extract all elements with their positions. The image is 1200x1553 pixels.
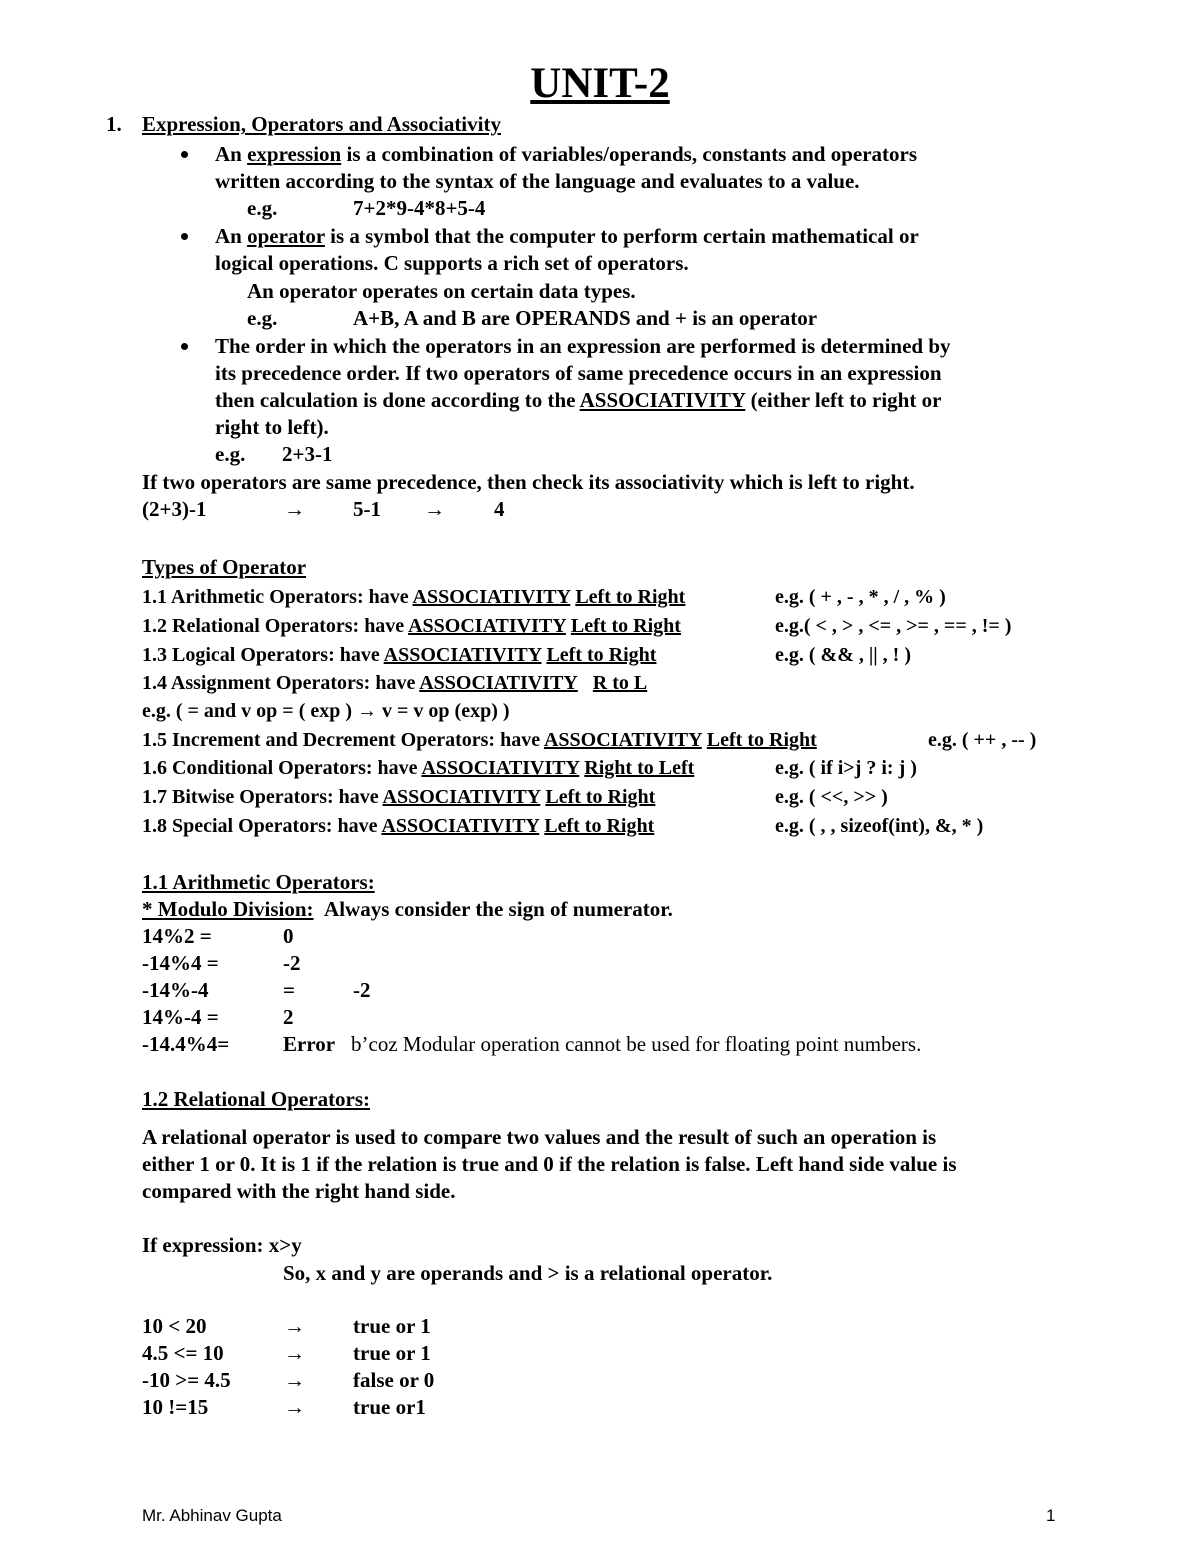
modulo-result-value: -2 (353, 978, 371, 1002)
bullet-3-line-1: The order in which the operators in an expression are performed is determined by (215, 334, 951, 358)
relational-example-expr: -10 >= 4.5 (142, 1368, 231, 1392)
relational-example-result: true or 1 (353, 1314, 431, 1338)
page-title: UNIT-2 (530, 60, 670, 107)
associativity-note: If two operators are same precedence, then check its associativity which is left to right. (142, 470, 915, 494)
if-expression: If expression: x>y (142, 1233, 302, 1257)
relational-example-result: true or1 (353, 1395, 426, 1419)
bullet-icon (181, 233, 188, 240)
relational-paragraph-line: A relational operator is used to compare two values and the result of such an operation is (142, 1125, 937, 1149)
type-row-example: e.g. ( , , sizeof(int), &, * ) (775, 815, 984, 837)
type-row-example: e.g.( < , > , <= , >= , == , != ) (775, 615, 1012, 637)
type-row-example: e.g. ( <<, >> ) (775, 786, 888, 808)
relational-paragraph-line: compared with the right hand side. (142, 1179, 456, 1203)
modulo-result: -2 (283, 951, 301, 975)
modulo-expression: -14%4 = (142, 951, 219, 975)
bullet-icon (181, 343, 188, 350)
relational-example-expr: 10 < 20 (142, 1314, 207, 1338)
type-row: 1.1 Arithmetic Operators: have ASSOCIATIVITY Left to Right (142, 586, 686, 608)
bullet-3-line-3: then calculation is done according to the ASSOCIATIVITY (either left to right or (215, 388, 942, 412)
type-row: 1.3 Logical Operators: have ASSOCIATIVITY Left to Right (142, 644, 657, 666)
type-row: 1.4 Assignment Operators: have ASSOCIATIVITY R to L (142, 672, 648, 694)
section-heading: Expression, Operators and Associativity (142, 112, 501, 136)
relational-example-expr: 10 !=15 (142, 1395, 209, 1419)
modulo-result: 2 (283, 1005, 294, 1029)
modulo-result: = (283, 978, 295, 1002)
relational-explanation: So, x and y are operands and > is a relational operator. (283, 1261, 773, 1285)
relational-example-expr: 4.5 <= 10 (142, 1341, 224, 1365)
bullet-icon (181, 151, 188, 158)
modulo-expression: 14%2 = (142, 924, 212, 948)
section-number: 1. (106, 112, 122, 136)
bullet-3-line-4: right to left). (215, 415, 329, 439)
bullet-1-line-2: written according to the syntax of the language and evaluates to a value. (215, 169, 860, 193)
eg-expression: 2+3-1 (282, 442, 333, 466)
arrow-icon: → (284, 1368, 305, 1392)
arrow-icon: → (357, 700, 378, 722)
calc-result: 4 (494, 497, 505, 521)
arrow-icon: → (284, 1314, 305, 1338)
eg-label: e.g. (215, 442, 246, 466)
eg-label: e.g. (247, 196, 278, 220)
types-heading: Types of Operator (142, 555, 307, 579)
arithmetic-heading: 1.1 Arithmetic Operators: (142, 870, 375, 894)
arrow-icon: → (284, 1395, 305, 1419)
relational-example-result: true or 1 (353, 1341, 431, 1365)
bullet-2-line-3: An operator operates on certain data types. (247, 279, 636, 303)
type-row: 1.7 Bitwise Operators: have ASSOCIATIVITY Left to Right (142, 786, 656, 808)
type-row-example: e.g. ( + , - , * , / , % ) (775, 586, 946, 608)
eg-expression: A+B, A and B are OPERANDS and + is an operator (353, 306, 818, 330)
modulo-error-note: b’coz Modular operation cannot be used for floating point numbers. (351, 1032, 922, 1056)
bullet-2-line-2: logical operations. C supports a rich set of operators. (215, 251, 689, 275)
modulo-expression: -14%-4 (142, 978, 209, 1002)
modulo-expression: 14%-4 = (142, 1005, 219, 1029)
type-row: 1.6 Conditional Operators: have ASSOCIATIVITY Right to Left (142, 757, 695, 779)
bullet-2-line-1: An operator is a symbol that the computer to perform certain mathematical or (215, 224, 919, 248)
arrow-icon: → (284, 497, 305, 521)
type-row-example: e.g. ( ++ , -- ) (928, 729, 1037, 751)
footer-page-number: 1 (1046, 1506, 1056, 1525)
calc-step: 5-1 (353, 497, 381, 521)
modulo-result: Error (283, 1032, 336, 1056)
bullet-1-line-1: An expression is a combination of variables/operands, constants and operators (215, 142, 918, 166)
assignment-example: e.g. ( = and v op = ( exp ) → v = v op (exp) ) (142, 700, 510, 722)
relational-example-result: false or 0 (353, 1368, 435, 1392)
eg-label: e.g. (247, 306, 278, 330)
modulo-line: * Modulo Division: Always consider the sign of numerator. (142, 897, 673, 921)
type-row-example: e.g. ( if i>j ? i: j ) (775, 757, 917, 779)
eg-expression: 7+2*9-4*8+5-4 (353, 196, 486, 220)
type-row: 1.2 Relational Operators: have ASSOCIATIVITY Left to Right (142, 615, 681, 637)
modulo-expression: -14.4%4= (142, 1032, 230, 1056)
calc-step: (2+3)-1 (142, 497, 207, 521)
modulo-result: 0 (283, 924, 294, 948)
type-row-example: e.g. ( && , || , ! ) (775, 644, 911, 666)
relational-heading: 1.2 Relational Operators: (142, 1087, 371, 1111)
type-row: 1.5 Increment and Decrement Operators: have ASSOCIATIVITY Left to Right (142, 729, 817, 751)
bullet-3-line-2: its precedence order. If two operators of same precedence occurs in an expression (215, 361, 942, 385)
arrow-icon: → (424, 497, 445, 521)
footer-author: Mr. Abhinav Gupta (142, 1506, 282, 1525)
type-row: 1.8 Special Operators: have ASSOCIATIVITY Left to Right (142, 815, 655, 837)
arrow-icon: → (284, 1341, 305, 1365)
relational-paragraph-line: either 1 or 0. It is 1 if the relation is true and 0 if the relation is false. Left hand side value is (142, 1152, 957, 1176)
